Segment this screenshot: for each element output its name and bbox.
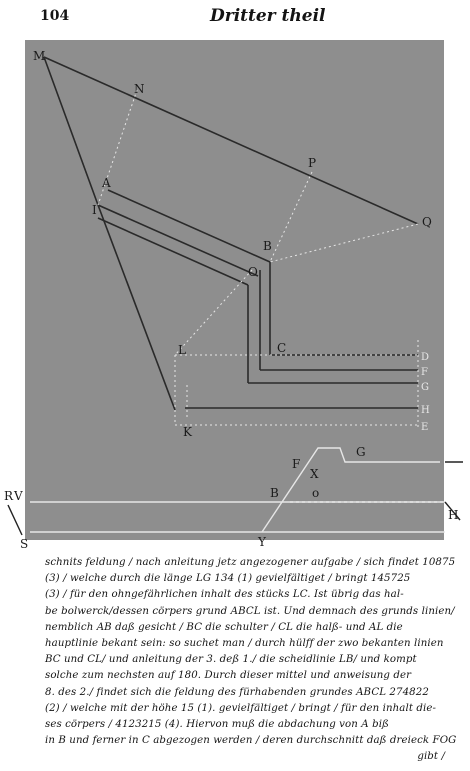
text-line: schnits feldung / nach anleitung jetz angezogener aufgabe / sich findet 10875 — [45, 557, 456, 568]
label-x: X — [310, 467, 319, 481]
label-i: I — [92, 203, 97, 217]
label-s: S — [20, 537, 29, 551]
text-line: solche zum nechsten auf 180. Durch dieser mittel und anweisung der — [45, 670, 412, 682]
s-line — [8, 505, 22, 535]
label-d: D — [421, 352, 430, 363]
line-ab-inner — [98, 218, 248, 285]
label-f: F — [421, 367, 428, 378]
dotted-p — [270, 172, 312, 262]
label-o: O — [248, 265, 258, 279]
label-v: V — [14, 489, 23, 503]
text-line: (3) / für den ohngefährlichen inhalt des stücks LC. Ist übrig das hal- — [45, 589, 404, 601]
label-l: L — [178, 343, 186, 357]
text-line: gibt / — [417, 751, 445, 763]
label-c: C — [277, 341, 287, 355]
profile-line — [262, 448, 440, 532]
line-ma — [44, 57, 98, 205]
label-f-lower: F — [292, 457, 301, 471]
text-line: be bolwerck/dessen cörpers grund ABCL ist. Und demnach des grunds linien/ — [45, 605, 455, 617]
text-line: BC und CL/ und anleitung der 3. deß 1./ die scheidlinie LB/ und kompt — [45, 654, 417, 666]
label-n: N — [134, 82, 145, 96]
dotted-q — [270, 224, 418, 262]
label-r: R — [4, 489, 14, 503]
label-a: A — [102, 176, 111, 190]
label-o-lower: o — [312, 486, 320, 500]
dotted-ol — [175, 270, 252, 355]
label-b-lower: B — [270, 486, 279, 500]
running-head: Dritter theil — [210, 6, 326, 26]
label-h-lower: H — [448, 508, 459, 522]
text-line: in B und ferner in C abgezogen werden / deren durchschnitt daß dreieck FOG — [45, 735, 457, 747]
text-line: (2) / welche mit der höhe 15 (1). gevielfältiget / bringt / für den inhalt die- — [45, 702, 436, 714]
label-h: H — [421, 405, 430, 416]
text-line: 8. des 2./ findet sich die feldung des fürhabenden grundes ABCL 274822 — [45, 686, 429, 698]
line-ab-outer — [108, 190, 270, 262]
label-g: G — [421, 382, 429, 393]
body-text — [45, 555, 457, 766]
label-g-lower: G — [356, 445, 366, 459]
label-p: P — [308, 156, 317, 170]
label-e: E — [421, 422, 429, 433]
page-number: 104 — [40, 8, 70, 24]
label-y: Y — [258, 535, 266, 549]
label-b: B — [263, 239, 272, 253]
text-line: hauptlinie bekant sein: so suchet man / durch hülff der zwo bekanten linien — [45, 638, 444, 650]
label-k: K — [183, 425, 192, 439]
label-m: M — [33, 49, 46, 63]
label-q: Q — [422, 215, 432, 229]
text-line: (3) / welche durch die länge LG 134 (1) gevielfältiget / bringt 145725 — [45, 573, 411, 585]
text-line: nemblich AB daß gesicht / BC die schulter / CL die halß- und AL die — [45, 621, 403, 633]
line-ab-mid — [98, 205, 258, 276]
text-line: ses cörpers / 4123215 (4). Hiervon muß die abdachung von A biß — [45, 719, 389, 731]
